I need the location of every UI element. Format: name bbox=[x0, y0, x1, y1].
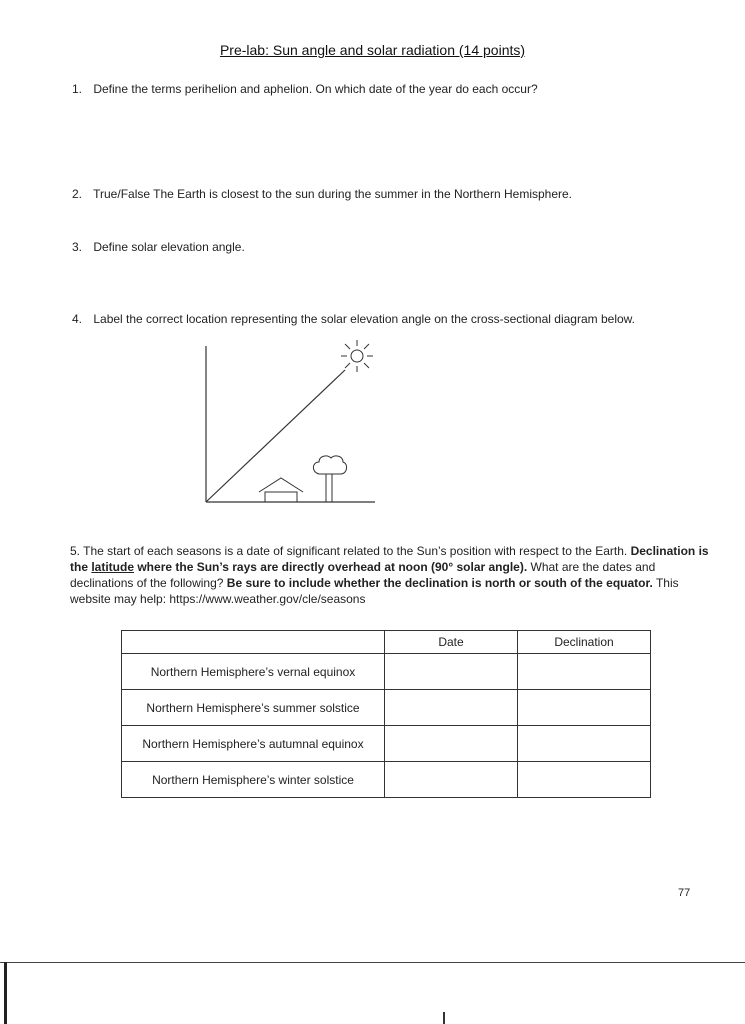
sun-ray-line bbox=[206, 370, 345, 502]
question-number: 3. bbox=[72, 240, 83, 254]
table-header-row bbox=[122, 631, 651, 654]
question-number: 5. bbox=[70, 544, 81, 558]
question-number: 2. bbox=[72, 187, 83, 201]
seasons-table bbox=[121, 630, 651, 798]
question-text: True/False The Earth is closest to the sun during the summer in the Northern Hemisphere. bbox=[93, 187, 573, 201]
question-text: Label the correct location representing the solar elevation angle on the cross-sectional diagram below. bbox=[93, 312, 635, 326]
tree-icon bbox=[313, 456, 346, 502]
question-text: Define the terms perihelion and aphelion. On which date of the year do each occur? bbox=[93, 82, 538, 96]
header-declination: Declination bbox=[518, 631, 651, 654]
sun-icon bbox=[341, 340, 373, 372]
house-icon bbox=[259, 478, 303, 502]
row-label: Northern Hemisphere’s vernal equinox bbox=[122, 654, 385, 690]
question-5 bbox=[70, 543, 710, 607]
date-cell[interactable] bbox=[385, 690, 518, 726]
date-cell[interactable] bbox=[385, 654, 518, 690]
question-instruction: Be sure to include whether the declination is north or south of the equator. bbox=[226, 576, 653, 590]
page-bottom-edge bbox=[0, 962, 745, 963]
table-row bbox=[122, 654, 651, 690]
page-title: Pre-lab: Sun angle and solar radiation (14 points) bbox=[219, 42, 526, 58]
question-number: 1. bbox=[72, 82, 83, 96]
scan-edge-mark bbox=[4, 962, 7, 1024]
declination-cell[interactable] bbox=[518, 726, 651, 762]
question-4 bbox=[72, 312, 635, 326]
question-text: Define solar elevation angle. bbox=[93, 240, 245, 254]
question-number: 4. bbox=[72, 312, 83, 326]
question-text-line1: The start of each seasons is a date of significant related to the Sun’s position with respect to the Earth. bbox=[83, 544, 628, 558]
scan-edge-tick bbox=[443, 1012, 445, 1024]
declination-cell[interactable] bbox=[518, 654, 651, 690]
question-3 bbox=[72, 240, 245, 254]
declination-cell[interactable] bbox=[518, 762, 651, 798]
declination-definition-prefix: Declination is the bbox=[70, 544, 709, 574]
row-label: Northern Hemisphere’s winter solstice bbox=[122, 762, 385, 798]
website-hint: This website may help: https://www.weather.gov/cle/seasons bbox=[70, 576, 679, 606]
table-row bbox=[122, 726, 651, 762]
date-cell[interactable] bbox=[385, 726, 518, 762]
table-row bbox=[122, 762, 651, 798]
question-ask: What are the dates and declinations of the following? bbox=[70, 560, 656, 590]
question-1 bbox=[72, 82, 538, 96]
question-2 bbox=[72, 187, 572, 201]
declination-cell[interactable] bbox=[518, 690, 651, 726]
declination-key-word: latitude bbox=[91, 560, 135, 574]
header-date: Date bbox=[385, 631, 518, 654]
row-label: Northern Hemisphere’s summer solstice bbox=[122, 690, 385, 726]
declination-definition-rest: where the Sun’s rays are directly overhead at noon (90° solar angle). bbox=[134, 560, 528, 574]
header-label-cell bbox=[122, 631, 385, 654]
solar-angle-diagram bbox=[195, 338, 380, 508]
page-number: 77 bbox=[678, 887, 691, 899]
date-cell[interactable] bbox=[385, 762, 518, 798]
table-row bbox=[122, 690, 651, 726]
row-label: Northern Hemisphere’s autumnal equinox bbox=[122, 726, 385, 762]
